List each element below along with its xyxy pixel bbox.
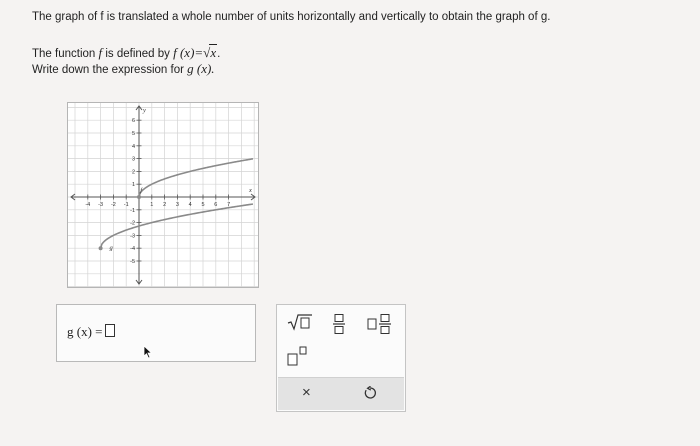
function-name: f [98,45,103,60]
definition-mid: is defined by [105,48,170,60]
square-root-icon[interactable] [287,313,313,331]
y-axis-label: y [143,107,146,114]
y-tick-label: -1 [130,207,135,214]
x-tick-label: -1 [123,202,129,208]
math-palette [276,304,406,412]
x-tick-label: 6 [214,202,218,208]
mouse-cursor-icon [143,345,153,359]
function-expression: f (x)= [173,45,204,60]
curve-g-label: g [109,244,113,252]
answer-empty-slot[interactable] [105,324,115,337]
x-axis-label: x [249,187,252,194]
x-tick-label: -2 [110,202,116,208]
curve-g-endpoint [99,246,103,250]
x-tick-label: -4 [85,202,91,208]
question-instruction: Write down the expression for g (x). [32,61,215,76]
curve-g [101,204,253,248]
y-tick-label: 4 [131,143,135,150]
coordinate-graph [68,103,258,287]
answer-input-area[interactable] [56,304,256,362]
x-tick-label: 2 [163,202,167,208]
clear-button[interactable]: × [302,384,311,401]
curve-f-label: f [140,186,143,194]
fraction-icon[interactable] [332,313,346,335]
curve-f-endpoint [137,195,141,199]
question-definition: The function f is defined by f (x)=√x. [32,45,221,60]
undo-icon[interactable] [363,386,377,400]
curve-f [139,159,253,197]
superscript-icon[interactable] [287,345,309,367]
graph-panel [67,102,259,288]
y-tick-label: -3 [130,233,135,240]
x-tick-label: 1 [150,202,154,208]
target-expression: g (x). [187,61,215,76]
mixed-number-icon[interactable] [367,313,393,335]
x-tick-label: -3 [98,202,104,208]
x-tick-label: 3 [175,202,179,208]
y-tick-label: 5 [131,131,135,137]
y-tick-label: -4 [130,246,135,253]
y-tick-label: 1 [131,182,135,189]
y-tick-label: 2 [131,169,135,176]
x-tick-label: 7 [227,202,231,208]
question-intro: The graph of f is translated a whole number of units horizontally and vertically to obtain the graph of g. [32,11,551,23]
x-tick-label: 5 [201,202,205,208]
y-tick-label: 6 [131,118,135,125]
palette-action-bar [278,377,404,410]
answer-expression [67,323,115,341]
y-tick-label: -5 [130,259,135,265]
radical-sign: √ [203,45,211,60]
answer-label: g (x) = [67,324,103,339]
definition-prefix: The function [32,48,96,60]
y-tick-label: 3 [131,156,135,163]
y-tick-label: -2 [130,220,135,227]
radicand: x [210,45,217,60]
x-tick-label: 4 [188,202,192,208]
